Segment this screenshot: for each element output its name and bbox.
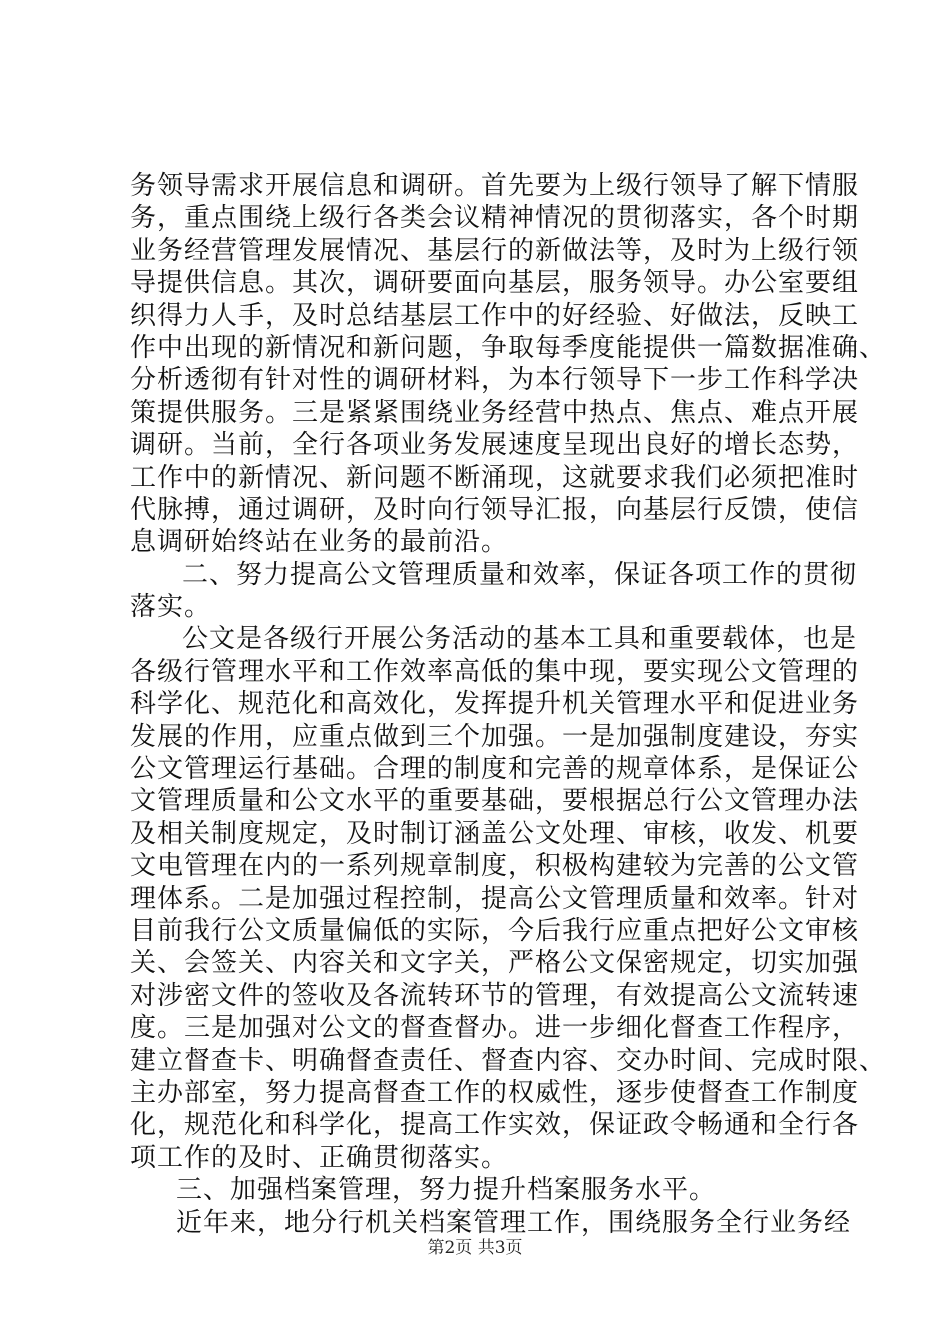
page-footer: 第2页 共3页 [427,1238,523,1258]
text-line: 分析透彻有针对性的调研材料，为本行领导下一步工作科学决 [130,365,860,396]
text-line: 业务经营管理发展情况、基层行的新做法等，及时为上级行领 [130,235,860,266]
text-line: 主办部室，努力提高督查工作的权威性，逐步使督查工作制度 [130,1077,860,1108]
text-line: 科学化、规范化和高效化，发挥提升机关管理水平和促进业务 [130,689,860,720]
text-line: 落实。 [130,592,212,623]
text-line: 对涉密文件的签收及各流转环节的管理，有效提高公文流转速 [130,980,860,1011]
text-line: 建立督查卡、明确督查责任、督查内容、交办时间、完成时限、 [130,1045,887,1076]
text-line: 各级行管理水平和工作效率高低的集中现，要实现公文管理的 [130,656,860,687]
text-line: 及相关制度规定，及时制订涵盖公文处理、审核，收发、机要 [130,818,860,849]
text-line: 文电管理在内的一系列规章制度，积极构建较为完善的公文管 [130,851,860,882]
text-line: 项工作的及时、正确贯彻落实。 [130,1142,509,1173]
text-line: 文管理质量和公文水平的重要基础，要根据总行公文管理办法 [130,786,860,817]
text-line: 织得力人手，及时总结基层工作中的好经验、好做法，反映工 [130,300,860,331]
text-line: 作中出现的新情况和新问题，争取每季度能提供一篇数据准确、 [130,332,887,363]
text-line: 化，规范化和科学化，提高工作实效，保证政令畅通和全行各 [130,1110,860,1141]
text-line: 度。三是加强对公文的督查督办。进一步细化督查工作程序， [130,1013,860,1044]
text-line: 理体系。二是加强过程控制，提高公文管理质量和效率。针对 [130,883,860,914]
text-line: 目前我行公文质量偏低的实际，今后我行应重点把好公文审核 [130,915,860,946]
text-line: 导提供信息。其次，调研要面向基层，服务领导。办公室要组 [130,268,860,299]
section-heading: 三、加强档案管理，努力提升档案服务水平。 [176,1175,717,1206]
document-body [130,170,887,1239]
text-line: 工作中的新情况、新问题不断涌现，这就要求我们必须把准时 [130,462,860,493]
text-line: 息调研始终站在业务的最前沿。 [130,527,509,558]
paragraph-start: 公文是各级行开展公务活动的基本工具和重要载体，也是 [182,624,858,655]
text-line: 代脉搏，通过调研，及时向行领导汇报，向基层行反馈，使信 [130,494,860,525]
text-line: 公文管理运行基础。合理的制度和完善的规章体系，是保证公 [130,754,860,785]
section-heading: 二、努力提高公文管理质量和效率，保证各项工作的贯彻 [182,559,858,590]
text-line: 关、会签关、内容关和文字关，严格公文保密规定，切实加强 [130,948,860,979]
text-line: 调研。当前，全行各项业务发展速度呈现出良好的增长态势， [130,430,860,461]
paragraph-start: 近年来，地分行机关档案管理工作，围绕服务全行业务经 [176,1207,852,1238]
text-line: 策提供服务。三是紧紧围绕业务经营中热点、焦点、难点开展 [130,397,860,428]
text-line: 务，重点围绕上级行各类会议精神情况的贯彻落实，各个时期 [130,203,860,234]
text-line: 发展的作用，应重点做到三个加强。一是加强制度建设，夯实 [130,721,860,752]
text-line: 务领导需求开展信息和调研。首先要为上级行领导了解下情服 [130,171,860,201]
